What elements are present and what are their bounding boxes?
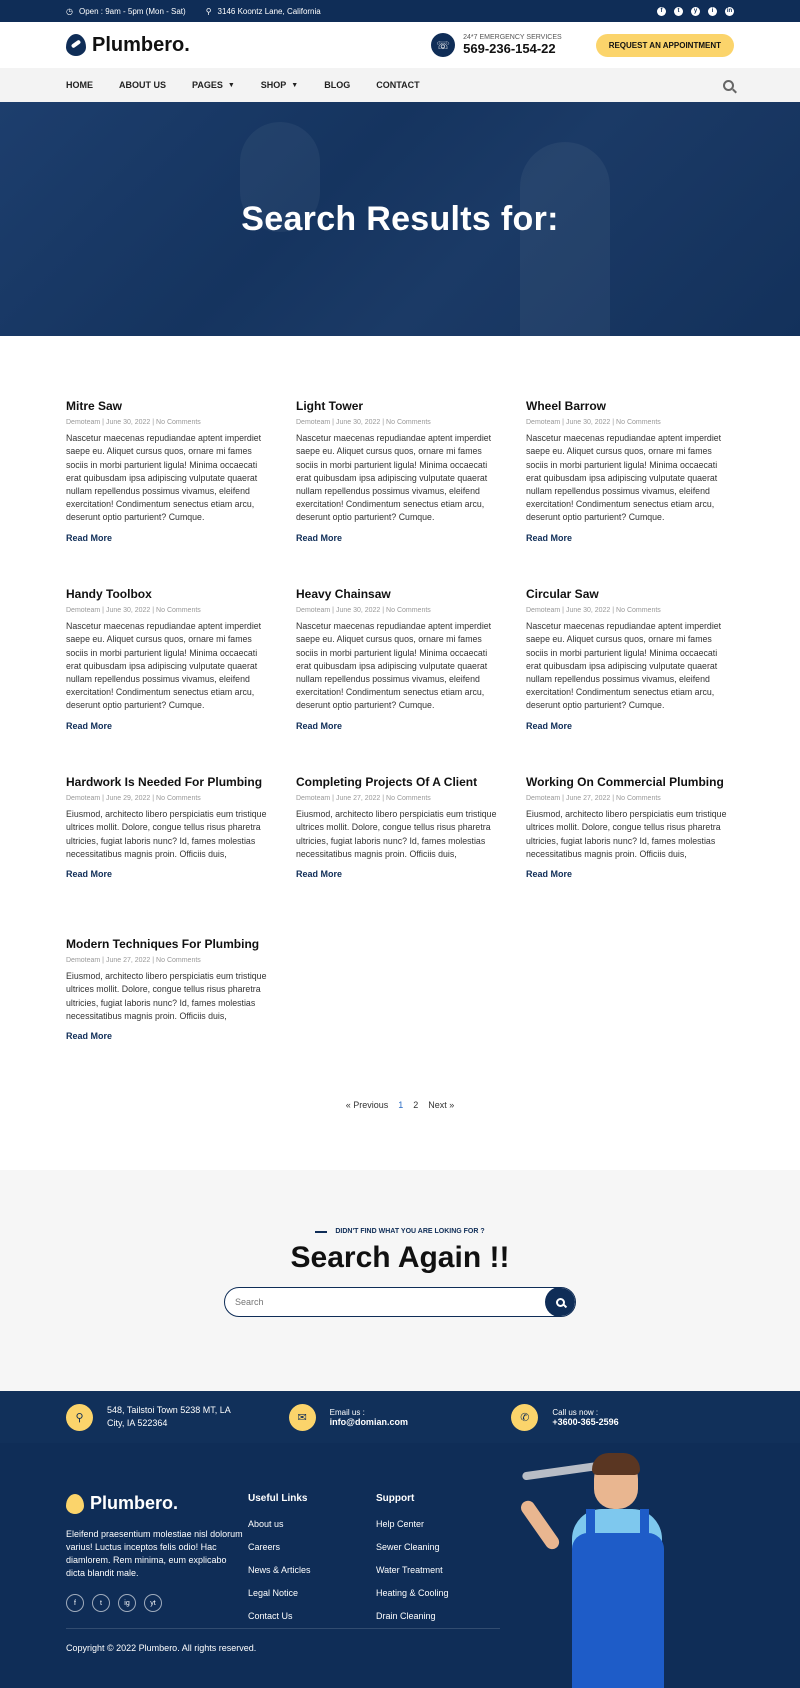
footer-about-text: Eleifend praesentium molestiae nisl dolorum varius! Luctus inceptos felis odio! Hac diamlorem. Rem minima, eum explicabo dicta blandit male. [66,1529,243,1579]
post-card [526,588,731,776]
nav-shop-label: SHOP [260,80,287,90]
hero-banner [0,102,800,336]
footer-link[interactable]: Water Treatment [376,1565,443,1575]
useful-links [248,1493,376,1634]
address-text: 3146 Koontz Lane, California [217,6,321,16]
post-excerpt: Eiusmod, architecto libero perspiciatis eum tristique ultrices mollit. Dolore, congue tellus risus pharetra ultricies, fugiat laboris nunc? Id, fames molestias necessitatibus magnis proin. Officiis duis, [66,809,267,859]
overall-strap [586,1509,595,1543]
post-title[interactable]: Light Tower [296,399,364,413]
post-excerpt: Eiusmod, architecto libero perspiciatis eum tristique ultrices mollit. Dolore, congue tellus risus pharetra ultricies, fugiat laboris nunc? Id, fames molestias necessitatibus magnis proin. Officiis duis, [526,809,727,859]
twitter-icon[interactable]: t [92,1594,110,1612]
read-more-link[interactable]: Read More [296,868,343,879]
post-title[interactable]: Wheel Barrow [526,399,607,413]
post-date[interactable]: June 27, 2022 [105,957,151,965]
search-icon[interactable] [723,80,734,91]
overall-strap [640,1509,649,1543]
post-comments[interactable]: No Comments [386,607,431,615]
footer-logo[interactable] [66,1493,248,1514]
post-meta: Demoteam | June 30, 2022 | No Comments [296,607,431,615]
post-card [526,400,731,588]
nav-pages[interactable] [192,80,235,90]
post-excerpt: Nascetur maecenas repudiandae aptent imperdiet saepe eu. Aliquet cursus quos, ornare mi fames sociis in morbi parturient ligula! Minima occaecati erat quibusdam ipsa adipiscing vulputate quaerat nullam repellendus possimus vivamus, eleifend exercitation! Condimentum senectus etiam arcu, deserunt optio parturient? Cumque. [296,621,492,711]
instagram-icon[interactable]: ig [118,1594,136,1612]
page-1-link[interactable]: 1 [398,1100,404,1110]
post-author[interactable]: Demoteam [66,419,101,427]
page-2-link[interactable]: 2 [413,1100,419,1110]
nav-contact[interactable] [376,80,419,90]
search-input[interactable] [225,1297,545,1307]
footer-link[interactable]: Contact Us [248,1611,293,1621]
footer-link[interactable]: Drain Cleaning [376,1611,436,1621]
brand-logo[interactable] [66,34,190,57]
post-comments[interactable]: No Comments [616,607,661,615]
plumber-illustration [512,1453,732,1688]
post-meta: Demoteam | June 30, 2022 | No Comments [66,607,201,615]
instagram-icon[interactable]: i [708,7,717,16]
post-comments[interactable]: No Comments [616,795,661,803]
post-excerpt: Eiusmod, architecto libero perspiciatis eum tristique ultrices mollit. Dolore, congue tellus risus pharetra ultricies, fugiat laboris nunc? Id, fames molestias necessitatibus magnis proin. Officiis duis, [296,809,497,859]
emergency-phone[interactable]: 569-236-154-22 [463,41,556,56]
post-excerpt: Nascetur maecenas repudiandae aptent imperdiet saepe eu. Aliquet cursus quos, ornare mi fames sociis in morbi parturient ligula! Minima occaecati erat quibusdam ipsa adipiscing vulputate quaerat nullam repellendus possimus vivamus, eleifend exercitation! Condimentum senectus etiam arcu, deserunt optio parturient? Cumque. [66,433,262,523]
post-meta: Demoteam | June 30, 2022 | No Comments [526,419,661,427]
email-block [289,1404,512,1431]
search-again-section [0,1170,800,1391]
post-author[interactable]: Demoteam [296,419,331,427]
address-line-1: 548, Tailstoi Town 5238 MT, LA [107,1404,231,1415]
post-excerpt: Nascetur maecenas repudiandae aptent imperdiet saepe eu. Aliquet cursus quos, ornare mi fames sociis in morbi parturient ligula! Minima occaecati erat quibusdam ipsa adipiscing vulputate quaerat nullam repellendus possimus vivamus, eleifend exercitation! Condimentum senectus etiam arcu, deserunt optio parturient? Cumque. [526,433,722,523]
read-more-link[interactable]: Read More [526,868,573,879]
post-title[interactable]: Modern Techniques For Plumbing [66,937,260,951]
post-card [66,588,271,776]
plumber-hair [592,1453,640,1475]
nav-about[interactable] [119,80,166,90]
footer-link[interactable]: Sewer Cleaning [376,1542,440,1552]
caret-down-icon: ▼ [227,81,235,89]
wrench-icon [522,1461,602,1480]
post-author[interactable]: Demoteam [526,795,561,803]
post-card [66,938,271,1086]
pagination [0,1100,800,1110]
nav-blog-label: BLOG [324,80,351,90]
post-date[interactable]: June 30, 2022 [565,607,611,615]
support-links [376,1493,504,1634]
post-card [296,588,501,776]
phone-icon: ✆ [511,1404,538,1431]
location-pin-icon: ⚲ [205,6,212,16]
water-drop-logo-icon [66,34,86,56]
page-title: Search Results for: [241,199,559,238]
footer-about [66,1493,248,1634]
copyright-text: Copyright © 2022 Plumbero. All rights reserved. [66,1643,257,1653]
youtube-icon[interactable]: yt [144,1594,162,1612]
read-more-link[interactable]: Read More [526,532,573,543]
post-date[interactable]: June 30, 2022 [565,419,611,427]
location-pin-icon: ⚲ [66,1404,93,1431]
post-excerpt: Nascetur maecenas repudiandae aptent imperdiet saepe eu. Aliquet cursus quos, ornare mi fames sociis in morbi parturient ligula! Minima occaecati erat quibusdam ipsa adipiscing vulputate quaerat nullam repellendus possimus vivamus, eleifend exercitation! Condimentum senectus etiam arcu, deserunt optio parturient? Cumque. [66,621,262,711]
post-excerpt: Nascetur maecenas repudiandae aptent imperdiet saepe eu. Aliquet cursus quos, ornare mi fames sociis in morbi parturient ligula! Minima occaecati erat quibusdam ipsa adipiscing vulputate quaerat nullam repellendus possimus vivamus, eleifend exercitation! Condimentum senectus etiam arcu, deserunt optio parturient? Cumque. [296,433,492,523]
contact-strip [0,1391,800,1443]
email-link[interactable]: info@domian.com [329,1416,408,1427]
post-date[interactable]: June 27, 2022 [565,795,611,803]
water-drop-logo-icon [66,1494,84,1514]
emergency-contact [431,33,562,57]
post-comments[interactable]: No Comments [156,419,201,427]
youtube-icon[interactable]: y [691,7,700,16]
search-form [224,1287,576,1317]
nav-shop[interactable] [261,80,298,90]
read-more-link[interactable]: Read More [296,720,343,731]
post-card [66,776,271,938]
plumber-overalls [572,1533,664,1688]
post-comments[interactable]: No Comments [156,957,201,965]
post-card [296,400,501,588]
post-date[interactable]: June 30, 2022 [105,419,151,427]
nav-contact-label: CONTACT [376,80,420,90]
post-card [526,776,731,938]
post-date[interactable]: June 29, 2022 [105,795,151,803]
footer-link[interactable]: Legal Notice [248,1588,299,1598]
hours-text: Open : 9am - 5pm (Mon - Sat) [78,6,186,16]
clock-icon: ◷ [66,6,73,16]
footer-link[interactable]: Help Center [376,1519,425,1529]
post-comments[interactable]: No Comments [616,419,661,427]
envelope-icon: ✉ [289,1404,316,1431]
footer-link[interactable]: About us [248,1519,284,1529]
previous-page-link[interactable]: « Previous [345,1100,389,1110]
top-bar [0,0,800,22]
brand-name: Plumbero. [92,33,190,56]
post-title[interactable]: Mitre Saw [66,399,123,413]
site-footer [0,1443,800,1688]
post-date[interactable]: June 30, 2022 [335,419,381,427]
post-meta: Demoteam | June 29, 2022 | No Comments [66,795,201,803]
post-comments[interactable]: No Comments [156,795,201,803]
facebook-icon[interactable]: f [66,1594,84,1612]
hours-info [66,7,186,16]
request-appointment-button[interactable]: REQUEST AN APPOINTMENT [596,34,734,57]
read-more-link[interactable]: Read More [66,720,113,731]
post-author[interactable]: Demoteam [66,957,101,965]
nav-home-label: HOME [66,80,93,90]
footer-link[interactable]: Heating & Cooling [376,1588,449,1598]
phone-block [511,1404,734,1431]
twitter-icon[interactable]: t [674,7,683,16]
read-more-link[interactable]: Read More [66,868,113,879]
search-again-title: Search Again !! [290,1241,510,1274]
email-label: Email us : [329,1407,365,1417]
post-meta: Demoteam | June 27, 2022 | No Comments [296,795,431,803]
post-author[interactable]: Demoteam [66,607,101,615]
post-author[interactable]: Demoteam [296,607,331,615]
facebook-icon[interactable]: f [657,7,666,16]
post-excerpt: Nascetur maecenas repudiandae aptent imperdiet saepe eu. Aliquet cursus quos, ornare mi fames sociis in morbi parturient ligula! Minima occaecati erat quibusdam ipsa adipiscing vulputate quaerat nullam repellendus possimus vivamus, eleifend exercitation! Condimentum senectus etiam arcu, deserunt optio parturient? Cumque. [526,621,722,711]
plumber-arm [518,1498,562,1552]
read-more-link[interactable]: Read More [526,720,573,731]
read-more-link[interactable]: Read More [66,1030,113,1041]
search-again-eyebrow: DIDN'T FIND WHAT YOU ARE LOKING FOR ? [315,1228,484,1235]
post-meta: Demoteam | June 30, 2022 | No Comments [66,419,201,427]
footer-link[interactable]: Careers [248,1542,281,1552]
search-submit-button[interactable] [545,1287,575,1317]
post-author[interactable]: Demoteam [66,795,101,803]
site-header [0,22,800,68]
caret-down-icon: ▼ [291,81,299,89]
post-meta: Demoteam | June 30, 2022 | No Comments [296,419,431,427]
post-comments[interactable]: No Comments [386,419,431,427]
address-block [66,1404,289,1431]
nav-home[interactable] [66,80,93,90]
search-icon [556,1298,565,1307]
post-date[interactable]: June 30, 2022 [105,607,151,615]
post-comments[interactable]: No Comments [386,795,431,803]
post-author[interactable]: Demoteam [526,419,561,427]
read-more-link[interactable]: Read More [66,532,113,543]
post-excerpt: Eiusmod, architecto libero perspiciatis eum tristique ultrices mollit. Dolore, congue tellus risus pharetra ultricies, fugiat laboris nunc? Id, fames molestias necessitatibus magnis proin. Officiis duis, [66,971,267,1021]
post-author[interactable]: Demoteam [526,607,561,615]
telephone-icon: ☏ [431,33,455,57]
footer-brand-name: Plumbero. [90,1493,179,1513]
useful-links-title: Useful Links [248,1493,308,1504]
next-page-link[interactable]: Next » [428,1100,455,1110]
post-date[interactable]: June 27, 2022 [335,795,381,803]
post-title[interactable]: Heavy Chainsaw [296,587,391,601]
nav-about-label: ABOUT US [119,80,166,90]
post-date[interactable]: June 30, 2022 [335,607,381,615]
post-meta: Demoteam | June 27, 2022 | No Comments [66,957,201,965]
post-title[interactable]: Handy Toolbox [66,587,152,601]
address-info [206,7,321,16]
footer-divider [66,1628,500,1629]
phone-link[interactable]: +3600-365-2596 [552,1416,619,1427]
emergency-label: 24*7 EMERGENCY SERVICES [463,34,562,41]
post-card [296,776,501,938]
post-author[interactable]: Demoteam [296,795,331,803]
footer-link[interactable]: News & Articles [248,1565,311,1575]
post-meta: Demoteam | June 27, 2022 | No Comments [526,795,661,803]
main-nav [0,68,800,102]
nav-pages-label: PAGES [192,80,223,90]
post-comments[interactable]: No Comments [156,607,201,615]
call-label: Call us now : [552,1407,599,1417]
nav-blog[interactable] [324,80,350,90]
linkedin-icon[interactable]: in [726,8,733,14]
post-title[interactable]: Completing Projects Of A Client [296,775,478,789]
post-title[interactable]: Hardwork Is Needed For Plumbing [66,775,263,789]
search-results-grid [0,336,800,1086]
post-title[interactable]: Working On Commercial Plumbing [526,775,724,789]
post-card [66,400,271,588]
post-title[interactable]: Circular Saw [526,587,599,601]
post-meta: Demoteam | June 30, 2022 | No Comments [526,607,661,615]
address-line-2: City, IA 522364 [107,1418,168,1428]
support-links-title: Support [376,1493,415,1504]
read-more-link[interactable]: Read More [296,532,343,543]
